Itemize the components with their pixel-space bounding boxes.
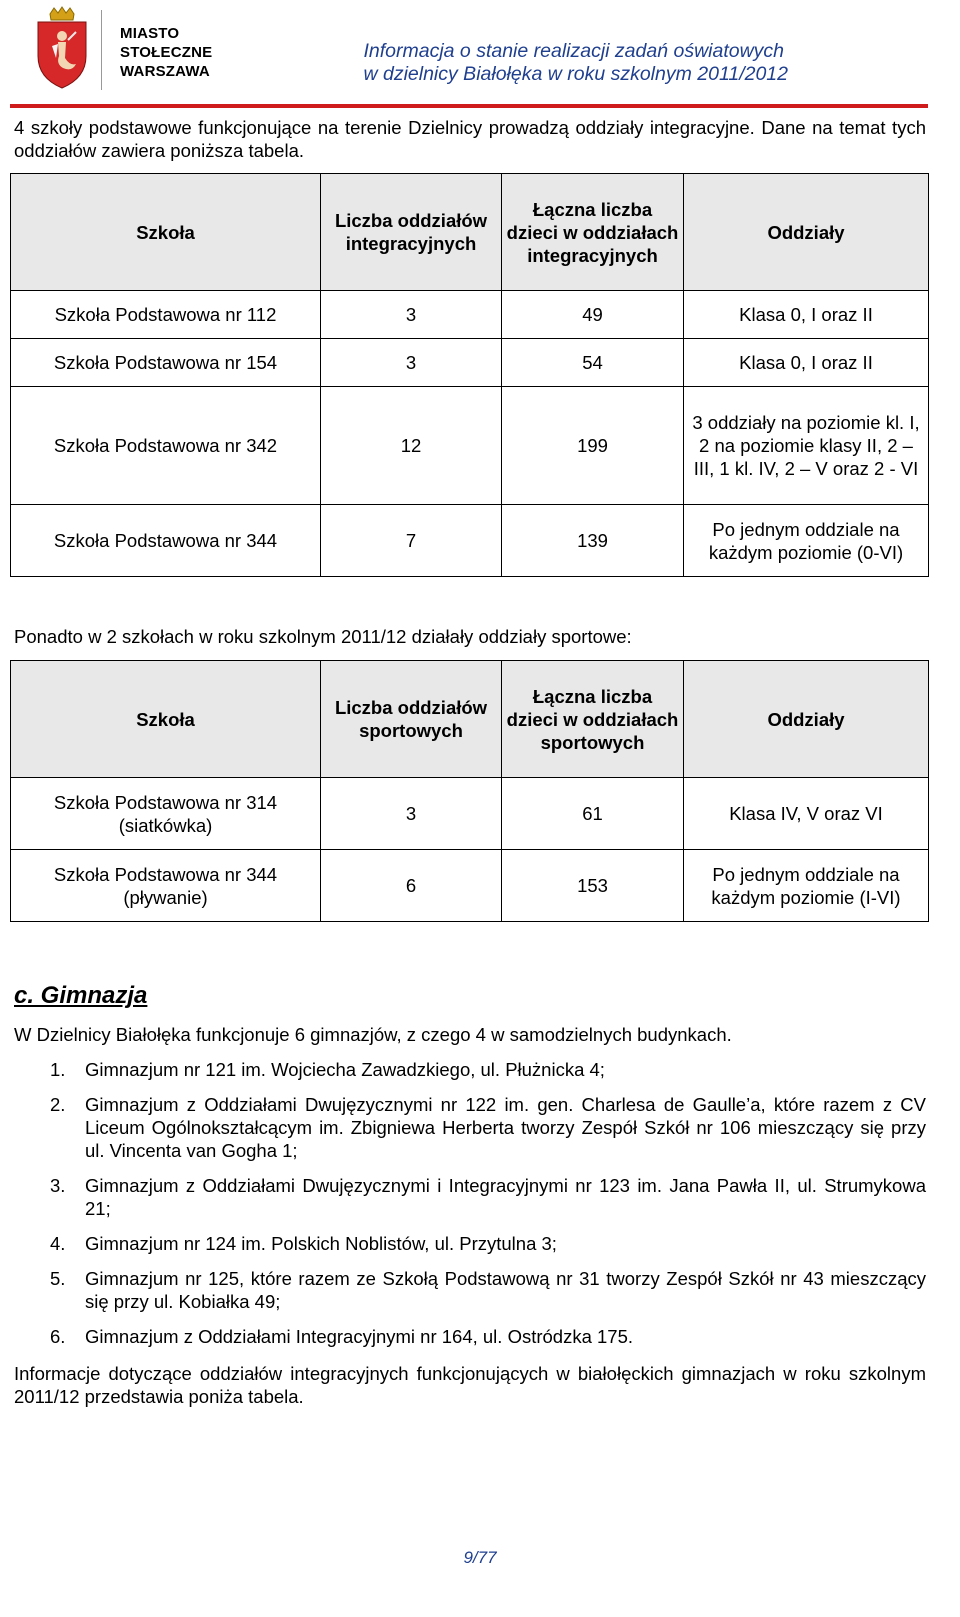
table-cell: 54 <box>502 339 684 387</box>
list-item-number: 2. <box>50 1094 66 1115</box>
document-title <box>363 40 788 86</box>
city-name-line: STOŁECZNE <box>120 44 213 61</box>
table-cell: 199 <box>502 387 684 505</box>
city-name-line: WARSZAWA <box>120 63 210 80</box>
table-cell: Po jednym oddziale na każdym poziomie (I-VI) <box>684 850 929 922</box>
header-cell: Szkoła <box>11 661 321 778</box>
list-item-number: 5. <box>50 1268 66 1289</box>
warsaw-coat-of-arms-icon <box>32 6 92 91</box>
list-item-text: Gimnazjum z Oddziałami Dwujęzycznymi nr 122 im. gen. Charlesa de Gaulle’a, które razem z CV Liceum Ogólnokształcącym im. Zbigniewa Herberta tworzy Zespół Szkół nr 106 mieszczący się przy ul. Vincenta van Gogha 1; <box>85 1094 926 1161</box>
table-cell: Klasa 0, I oraz II <box>684 339 929 387</box>
header-cell: Łączna liczba dzieci w oddziałach integracyjnych <box>502 174 684 291</box>
table-cell: Szkoła Podstawowa nr 344 (pływanie) <box>11 850 321 922</box>
city-name-line: MIASTO <box>120 25 180 42</box>
list-item <box>14 1058 926 1081</box>
list-item <box>14 1325 926 1348</box>
document-title-line1: Informacja o stanie realizacji zadań oświatowych <box>363 40 785 62</box>
header-cell: Łączna liczba dzieci w oddziałach sportowych <box>502 661 684 778</box>
table-row <box>11 291 929 339</box>
list-item-text: Gimnazjum z Oddziałami Dwujęzycznymi i Integracyjnymi nr 123 im. Jana Pawła II, ul. Strumykowa 21; <box>85 1175 926 1219</box>
list-item <box>14 1267 926 1313</box>
table-cell: Szkoła Podstawowa nr 344 <box>11 505 321 577</box>
section-outro: Informacje dotyczące oddziałów integracyjnych funkcjonujących w białołęckich gimnazjach w roku szkolnym 2011/12 przedstawia poniża tabela. <box>14 1363 926 1407</box>
table-row <box>11 850 929 922</box>
table-cell: Szkoła Podstawowa nr 314 (siatkówka) <box>11 778 321 850</box>
gymnasium-list <box>14 1058 926 1348</box>
list-item-text: Gimnazjum nr 125, które razem ze Szkołą Podstawową nr 31 tworzy Zespół Szkół nr 43 mieszczący się przy ul. Kobiałka 49; <box>85 1268 926 1312</box>
table-cell: 139 <box>502 505 684 577</box>
list-item-number: 6. <box>50 1326 66 1347</box>
table-cell: 49 <box>502 291 684 339</box>
sport-classes-table <box>10 660 929 922</box>
integration-classes-table <box>10 173 929 577</box>
table-row <box>11 778 929 850</box>
table-cell: 7 <box>321 505 502 577</box>
table-header-row <box>11 174 929 291</box>
table-cell: Szkoła Podstawowa nr 342 <box>11 387 321 505</box>
table-row <box>11 387 929 505</box>
table-header-row <box>11 661 929 778</box>
page-header <box>0 0 960 115</box>
section-title: c. Gimnazja <box>14 982 148 1009</box>
header-rule <box>10 104 928 108</box>
city-name <box>120 24 212 81</box>
table-cell: 3 <box>321 339 502 387</box>
header-cell: Liczba oddziałów integracyjnych <box>321 174 502 291</box>
table-cell: Klasa IV, V oraz VI <box>684 778 929 850</box>
intro-paragraph: 4 szkoły podstawowe funkcjonujące na terenie Dzielnicy prowadzą oddziały integracyjne. Dane na temat tych oddziałów zawiera poniższa tabela. <box>14 117 926 161</box>
list-item-number: 3. <box>50 1175 66 1196</box>
list-item-number: 4. <box>50 1233 66 1254</box>
page-number: 9/77 <box>463 1548 497 1567</box>
header-cell: Szkoła <box>11 174 321 291</box>
document-title-line2: w dzielnicy Białołęka w roku szkolnym 2011/2012 <box>363 63 788 85</box>
table-row <box>11 339 929 387</box>
list-item-number: 1. <box>50 1059 66 1080</box>
section-intro: W Dzielnicy Białołęka funkcjonuje 6 gimnazjów, z czego 4 w samodzielnych budynkach. <box>14 1024 732 1045</box>
table-cell: 3 oddziały na poziomie kl. I, 2 na poziomie klasy II, 2 – III, 1 kl. IV, 2 – V oraz 2 - VI <box>684 387 929 505</box>
header-cell: Oddziały <box>684 661 929 778</box>
header-cell: Liczba oddziałów sportowych <box>321 661 502 778</box>
table-cell: Szkoła Podstawowa nr 112 <box>11 291 321 339</box>
table-cell: 153 <box>502 850 684 922</box>
list-item <box>14 1174 926 1220</box>
table-cell: Szkoła Podstawowa nr 154 <box>11 339 321 387</box>
logo-divider <box>101 10 102 90</box>
list-item <box>14 1232 926 1255</box>
table-row <box>11 505 929 577</box>
table-cell: 6 <box>321 850 502 922</box>
list-item <box>14 1093 926 1162</box>
table-cell: 3 <box>321 778 502 850</box>
list-item-text: Gimnazjum nr 121 im. Wojciecha Zawadzkiego, ul. Płużnicka 4; <box>85 1059 605 1080</box>
table-cell: 12 <box>321 387 502 505</box>
table-cell: Po jednym oddziale na każdym poziomie (0-VI) <box>684 505 929 577</box>
table-cell: 3 <box>321 291 502 339</box>
header-cell: Oddziały <box>684 174 929 291</box>
table-cell: Klasa 0, I oraz II <box>684 291 929 339</box>
table-cell: 61 <box>502 778 684 850</box>
list-item-text: Gimnazjum z Oddziałami Integracyjnymi nr 164, ul. Ostródzka 175. <box>85 1326 634 1347</box>
list-item-text: Gimnazjum nr 124 im. Polskich Noblistów, ul. Przytulna 3; <box>85 1233 557 1254</box>
sport-intro-paragraph: Ponadto w 2 szkołach w roku szkolnym 2011/12 działały oddziały sportowe: <box>14 626 632 647</box>
